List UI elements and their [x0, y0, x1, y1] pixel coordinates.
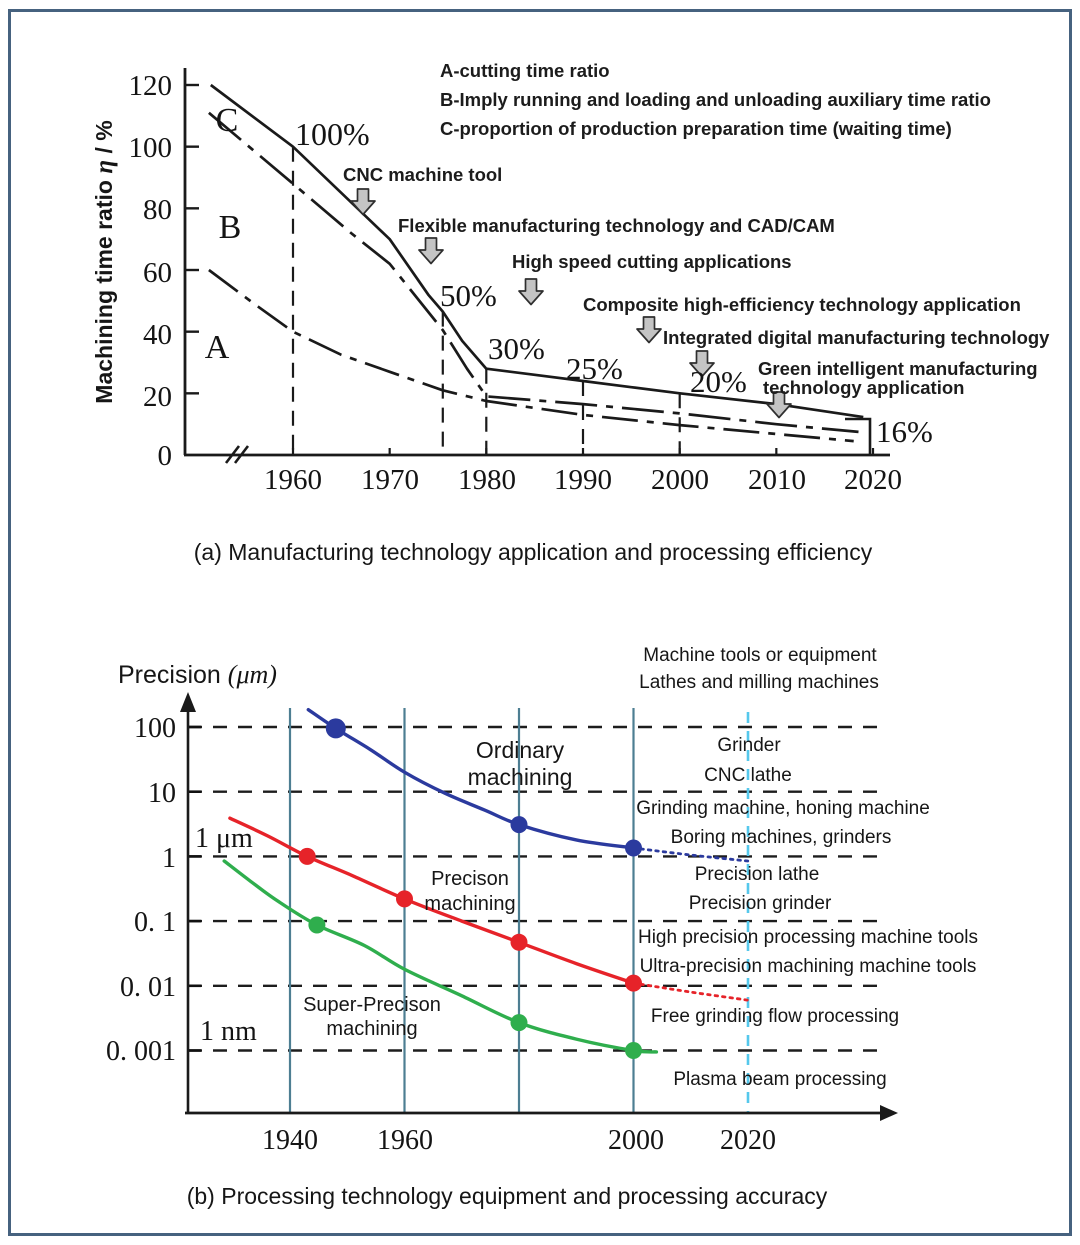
y-tick-label: 100: [128, 132, 172, 164]
y-axis-title: Precision (μm): [118, 660, 277, 689]
milestone-arrow-icon: [419, 238, 443, 264]
pct-label-20: 20%: [690, 364, 747, 399]
legend-item-a: A-cutting time ratio: [440, 60, 610, 81]
equipment-label: Free grinding flow processing: [650, 1006, 900, 1027]
x-tick-label: 2000: [651, 464, 709, 496]
caption-b: (b) Processing technology equipment and processing accuracy: [186, 1183, 828, 1209]
y-tick-label: 20: [143, 381, 172, 413]
end-bracket: [845, 419, 870, 454]
annotation-composite: Composite high-efficiency technology application: [583, 294, 1021, 315]
legend-item-b: B-Imply running and loading and unloading auxiliary time ratio: [440, 89, 991, 110]
equipment-label: Plasma beam processing: [673, 1069, 887, 1090]
data-point: [625, 1042, 642, 1059]
equipment-header-line1: Machine tools or equipment: [643, 645, 877, 666]
caption-a: (a) Manufacturing technology application and processing efficiency: [193, 539, 873, 565]
data-point: [625, 975, 642, 992]
y-tick-label: 0. 01: [120, 972, 176, 1003]
data-point: [326, 718, 346, 738]
annotation-green-line1: Green intelligent manufacturing: [758, 358, 1038, 379]
equipment-label: Boring machines, grinders: [670, 827, 892, 848]
legend-item-c: C-proportion of production preparation time (waiting time): [440, 118, 952, 139]
x-tick-label: 2020: [720, 1125, 776, 1156]
data-point: [511, 816, 528, 833]
y-tick-label: 60: [143, 257, 172, 289]
y-tick-label: 1: [162, 843, 176, 874]
curve-label-c: C: [215, 102, 239, 139]
y-tick-label: 0. 1: [134, 907, 176, 938]
annotation-green-line2: technology application: [763, 377, 965, 398]
pct-label-25: 25%: [566, 351, 623, 386]
curve-extension-0: [634, 848, 749, 861]
chart-a: [91, 60, 1050, 565]
pct-label-50: 50%: [440, 278, 497, 313]
y-axis-arrow-icon: [180, 692, 196, 712]
x-tick-label: 2020: [844, 464, 902, 496]
x-tick-label: 1980: [458, 464, 516, 496]
data-point: [299, 848, 316, 865]
x-tick-label: 1960: [264, 464, 322, 496]
x-tick-label: 1970: [361, 464, 419, 496]
curve-label-a: A: [204, 329, 230, 366]
y-tick-label: 40: [143, 319, 172, 351]
equipment-label: Grinding machine, honing machine: [636, 798, 930, 819]
pct-label-30: 30%: [488, 331, 545, 366]
x-tick-label: 2000: [608, 1125, 664, 1156]
zone-super-precision-line1: Super-Precison: [303, 994, 441, 1016]
annotation-integrated: Integrated digital manufacturing technology: [663, 327, 1050, 348]
equipment-header-line2: Lathes and milling machines: [639, 672, 879, 693]
data-point: [511, 934, 528, 951]
unit-mark-1um: 1 μm: [195, 823, 253, 854]
curve-label-b: B: [218, 209, 242, 246]
x-axis-arrow-icon: [880, 1105, 898, 1121]
annotation-high-speed: High speed cutting applications: [512, 251, 792, 272]
milestone-arrow-icon: [637, 317, 661, 343]
data-point: [625, 840, 642, 857]
y-tick-label: 100: [134, 713, 176, 744]
zone-precision-line1: Precison: [431, 868, 509, 890]
y-tick-label: 0. 001: [106, 1036, 176, 1067]
equipment-label: Ultra-precision machining machine tools: [639, 956, 977, 977]
data-point: [308, 917, 325, 934]
zone-super-precision-line2: machining: [326, 1018, 418, 1040]
y-tick-label: 80: [143, 194, 172, 226]
data-point: [511, 1014, 528, 1031]
milestone-arrow-icon: [351, 189, 375, 215]
data-point: [396, 890, 413, 907]
pct-label-100: 100%: [295, 116, 370, 152]
x-tick-label: 1990: [554, 464, 612, 496]
x-tick-label: 1960: [377, 1125, 433, 1156]
zone-ordinary-line2: machining: [467, 764, 573, 790]
equipment-label: Grinder: [717, 735, 781, 756]
zone-precision-line2: machining: [424, 893, 516, 915]
zone-ordinary-line1: Ordinary: [475, 737, 565, 763]
equipment-label: Precision lathe: [694, 864, 820, 885]
annotation-flexible: Flexible manufacturing technology and CAD/CAM: [398, 215, 835, 236]
y-tick-label: 10: [148, 778, 176, 809]
y-tick-label: 0: [157, 440, 172, 472]
annotation-cnc: CNC machine tool: [343, 164, 503, 185]
equipment-label: CNC lathe: [704, 765, 792, 786]
y-tick-label: 120: [128, 70, 172, 102]
x-tick-label: 2010: [748, 464, 806, 496]
x-tick-label: 1940: [262, 1125, 318, 1156]
unit-mark-1nm: 1 nm: [200, 1016, 257, 1047]
chart-b: [106, 645, 978, 1209]
equipment-label: High precision processing machine tools: [637, 927, 979, 948]
pct-label-16: 16%: [876, 414, 933, 449]
equipment-label: Precision grinder: [688, 893, 832, 914]
milestone-arrow-icon: [519, 279, 543, 305]
y-axis-title: Machining time ratio η / %: [91, 120, 118, 404]
